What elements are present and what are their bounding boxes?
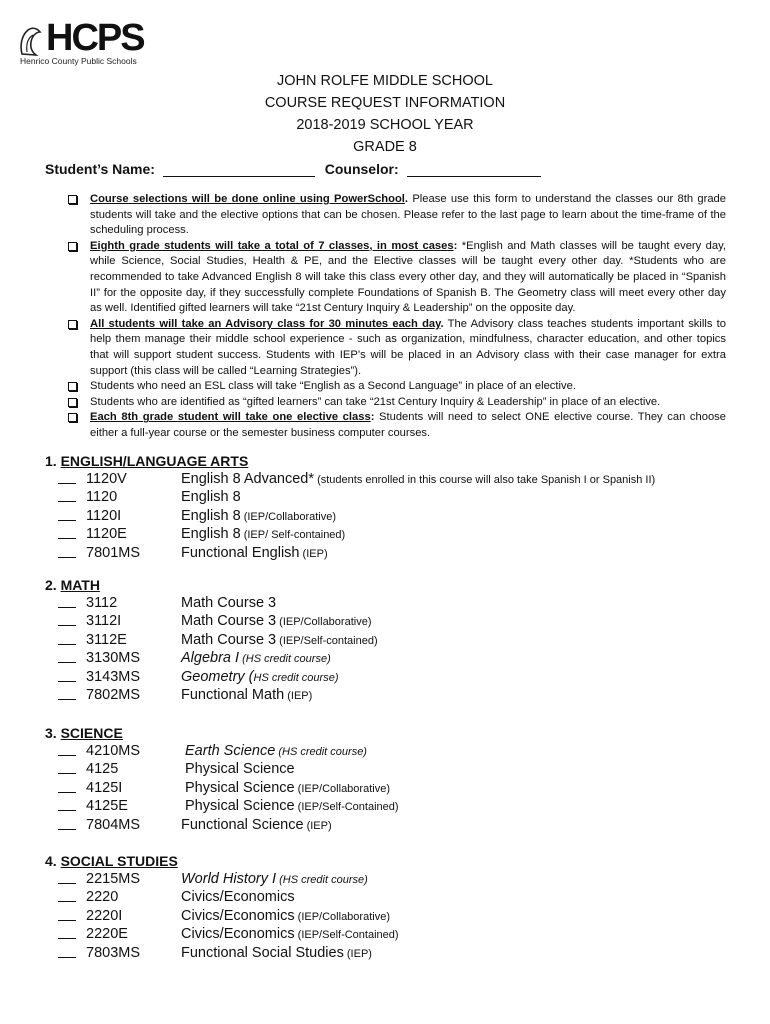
course-name-cell [181, 686, 312, 705]
course-code: 7803MS [86, 944, 141, 961]
course-name-cell [181, 668, 339, 687]
course-name-cell [181, 631, 378, 650]
course-name: Civics/Economics [181, 907, 295, 924]
selection-blank[interactable] [58, 829, 76, 830]
student-info-line [45, 161, 541, 177]
course-row [45, 686, 745, 704]
selection-blank[interactable] [58, 883, 76, 884]
section-name: SOCIAL STUDIES [60, 853, 178, 869]
course-section [45, 452, 745, 562]
course-code: 4125 [86, 761, 119, 778]
checkbox-icon [68, 195, 77, 204]
instruction-item [66, 410, 726, 441]
course-code: 4125E [86, 798, 128, 815]
course-code: 2220 [86, 889, 119, 906]
course-row [45, 525, 745, 543]
course-row [45, 925, 745, 943]
course-name-cell [181, 594, 276, 613]
course-name: Algebra I [181, 650, 240, 667]
course-row [45, 488, 745, 506]
course-row [45, 816, 745, 834]
instruction-item [66, 192, 726, 239]
course-row [45, 797, 745, 815]
course-code: 3112E [86, 631, 127, 648]
instruction-text: Students who are identified as “gifted learners” can take “21st Century Inquiry & Leadership” in place of an elective. [90, 395, 661, 408]
selection-blank[interactable] [58, 755, 76, 756]
document-header [0, 70, 770, 158]
course-name-cell [181, 612, 371, 631]
course-name: Earth Science [185, 743, 276, 759]
instruction-lead-end: . [404, 193, 409, 205]
course-row [45, 870, 745, 888]
course-code: 4210MS [86, 743, 141, 759]
course-name: English 8 [181, 489, 241, 506]
section-title [45, 724, 745, 742]
course-section [45, 576, 745, 704]
section-title [45, 852, 745, 870]
course-name: Functional English [181, 544, 300, 561]
course-name-cell [181, 649, 331, 668]
section-name: SCIENCE [60, 725, 123, 741]
checkbox-icon [68, 320, 77, 329]
selection-blank[interactable] [58, 920, 76, 921]
instruction-text: Students who need an ESL class will take “English as a Second Language” in place of an elective. [90, 380, 576, 393]
course-note: (IEP) [303, 819, 332, 832]
student-name-label: Student’s Name: [45, 161, 155, 177]
course-code: 3143MS [86, 668, 141, 685]
selection-blank[interactable] [58, 901, 76, 902]
selection-blank[interactable] [58, 644, 76, 645]
section-title [45, 576, 745, 594]
course-row [45, 907, 745, 925]
selection-blank[interactable] [58, 792, 76, 793]
instructions-list [66, 192, 726, 442]
instruction-item [66, 395, 726, 411]
course-code: 3112I [86, 613, 122, 630]
selection-blank[interactable] [58, 957, 76, 958]
course-code: 4125I [86, 779, 123, 796]
course-name-cell [181, 525, 345, 544]
course-note: (students enrolled in this course will also take Spanish I or Spanish II) [314, 474, 656, 486]
school-building-icon [18, 24, 48, 58]
section-name: ENGLISH/LANGUAGE ARTS [60, 453, 249, 469]
instruction-lead-end: . [440, 317, 444, 330]
course-row [45, 470, 745, 488]
grade-level: GRADE 8 [353, 139, 417, 155]
course-name: Math Course 3 [181, 613, 277, 630]
course-code: 1120 [86, 489, 118, 506]
course-row [45, 779, 745, 797]
section-title [45, 452, 745, 470]
selection-blank[interactable] [58, 810, 76, 811]
course-name: English 8 [181, 526, 241, 543]
course-note: (IEP/Collaborative) [276, 616, 372, 629]
course-name-cell [181, 488, 241, 507]
course-name: Geometry ( [181, 668, 254, 685]
course-note: (IEP/Self-Contained) [294, 929, 399, 942]
course-note: (HS credit course) [239, 653, 331, 666]
course-name: Civics/Economics [181, 889, 295, 906]
course-note: (IEP) [284, 689, 313, 702]
student-name-blank[interactable] [163, 163, 315, 177]
course-code: 1120E [86, 526, 127, 543]
course-row [45, 944, 745, 962]
course-name-cell [181, 507, 336, 526]
course-section [45, 852, 745, 962]
instruction-lead: Each 8th grade student will take one elective class [90, 411, 371, 424]
instruction-lead-end: : [453, 239, 458, 252]
course-name-cell [181, 925, 399, 944]
instruction-item [66, 379, 726, 395]
selection-blank[interactable] [58, 773, 76, 774]
course-code: 3130MS [86, 650, 141, 667]
course-name: English 8 [181, 507, 241, 524]
course-code: 2215MS [86, 871, 141, 887]
instruction-text: Students will need to select ONE elective course. They can choose either a full-year course or the semester business computer courses. [90, 411, 726, 439]
instruction-lead-end: : [370, 411, 375, 424]
school-name: JOHN ROLFE MIDDLE SCHOOL [277, 73, 493, 89]
checkbox-icon [68, 242, 77, 251]
instruction-item [66, 239, 726, 317]
course-note: (HS credit course) [275, 746, 367, 758]
course-row [45, 649, 745, 667]
course-code: 1120I [86, 507, 122, 524]
selection-blank[interactable] [58, 681, 76, 682]
course-row [45, 668, 745, 686]
course-section [45, 724, 745, 834]
checkbox-icon [68, 398, 77, 407]
course-code: 3112 [86, 595, 118, 611]
school-year: 2018-2019 SCHOOL YEAR [296, 117, 474, 133]
course-name: Physical Science [185, 779, 295, 796]
course-name: World History I [181, 871, 277, 887]
instruction-lead: All students will take an Advisory class for 30 minutes each day [90, 317, 441, 330]
course-name: Functional Math [181, 686, 285, 703]
course-row [45, 612, 745, 630]
selection-blank[interactable] [58, 699, 76, 700]
checkbox-icon [68, 413, 77, 422]
course-name-cell [181, 870, 368, 889]
course-row [45, 631, 745, 649]
section-number: 1. [45, 453, 57, 469]
course-note: HS credit course) [253, 671, 339, 684]
course-row [45, 760, 745, 778]
instruction-lead: Eighth grade students will take a total of 7 classes, in most cases [90, 239, 454, 252]
course-name: Functional Science [181, 816, 304, 833]
course-name: English 8 Advanced* [181, 471, 315, 487]
course-name: Physical Science [185, 798, 295, 815]
course-row [45, 742, 745, 760]
course-name-cell [181, 470, 655, 489]
course-name-cell [181, 907, 390, 926]
course-row [45, 544, 745, 562]
course-note: (IEP) [343, 947, 372, 960]
document-title: COURSE REQUEST INFORMATION [264, 95, 506, 111]
course-row [45, 594, 745, 612]
selection-blank[interactable] [58, 483, 76, 484]
course-note: (IEP) [299, 547, 328, 560]
course-name: Physical Science [185, 761, 295, 778]
counselor-blank[interactable] [407, 163, 541, 177]
course-note: (HS credit course) [276, 874, 368, 886]
selection-blank[interactable] [58, 625, 76, 626]
logo-text: HCPS [46, 17, 144, 59]
course-note: (IEP/Self-Contained) [294, 801, 399, 814]
section-number: 2. [45, 577, 57, 593]
instruction-item [66, 317, 726, 379]
instruction-text: The Advisory class teaches students important skills to help them manage their middle school experience - such as organization, mindfulness, character education, and other topics that will support student success. Students with IEP’s will be placed in an Advisory class with their case manager for extra support (this class will be called “Learning Strategies”). [90, 317, 726, 377]
course-note: (IEP/Collaborative) [240, 510, 337, 523]
selection-blank[interactable] [58, 538, 76, 539]
section-number: 4. [45, 853, 57, 869]
course-name: Civics/Economics [181, 926, 295, 943]
section-name: MATH [60, 577, 100, 593]
course-code: 2220I [86, 907, 123, 924]
instruction-text: *English and Math classes will be taught every day, while Science, Social Studies, Health & PE, and the Elective classes will be taught every other day. *Students who are recommended to take Advanced English 8 will take this class every other day, and they will automatically be placed in “Spanish II” for the opposite day, if they successfully complete Foundations of Spanish B. The Geometry class will meet every other day as well. Identified gifted learners will take “21st Century Inquiry & Leadership” on the opposite day. [90, 239, 727, 315]
checkbox-icon [68, 382, 77, 391]
course-row [45, 888, 745, 906]
course-code: 7804MS [86, 816, 141, 833]
selection-blank[interactable] [58, 501, 76, 502]
hcps-logo [18, 18, 158, 70]
instruction-lead: Course selections will be done online using PowerSchool [90, 193, 405, 205]
course-name-cell [181, 544, 328, 563]
instruction-text: Please use this form to understand the classes our 8th grade students will take and the elective options that can be chosen. Please refer to the last page to learn about the time-frame of the scheduling process. [90, 193, 726, 237]
selection-blank[interactable] [58, 938, 76, 939]
course-note: (IEP/Self-contained) [276, 634, 378, 647]
course-name-cell [181, 816, 332, 835]
course-note: (IEP/Collaborative) [294, 910, 390, 923]
course-note: (IEP/ Self-contained) [240, 529, 346, 542]
counselor-label: Counselor: [324, 161, 399, 177]
course-code: 2220E [86, 926, 128, 943]
course-name: Math Course 3 [181, 631, 277, 648]
selection-blank[interactable] [58, 607, 76, 608]
logo-subtitle: Henrico County Public Schools [20, 56, 137, 66]
course-name-cell [185, 760, 295, 779]
course-name-cell [185, 742, 367, 761]
section-number: 3. [45, 725, 57, 741]
course-code: 7802MS [86, 686, 141, 703]
course-name-cell [181, 888, 295, 907]
course-name: Functional Social Studies [181, 944, 344, 961]
course-name: Math Course 3 [181, 595, 277, 611]
course-note: (IEP/Collaborative) [294, 782, 390, 795]
course-row [45, 507, 745, 525]
course-name-cell [185, 779, 390, 798]
course-name-cell [181, 944, 372, 963]
selection-blank[interactable] [58, 662, 76, 663]
selection-blank[interactable] [58, 520, 76, 521]
selection-blank[interactable] [58, 557, 76, 558]
course-name-cell [185, 797, 399, 816]
course-code: 7801MS [86, 544, 141, 561]
course-code: 1120V [86, 471, 127, 487]
